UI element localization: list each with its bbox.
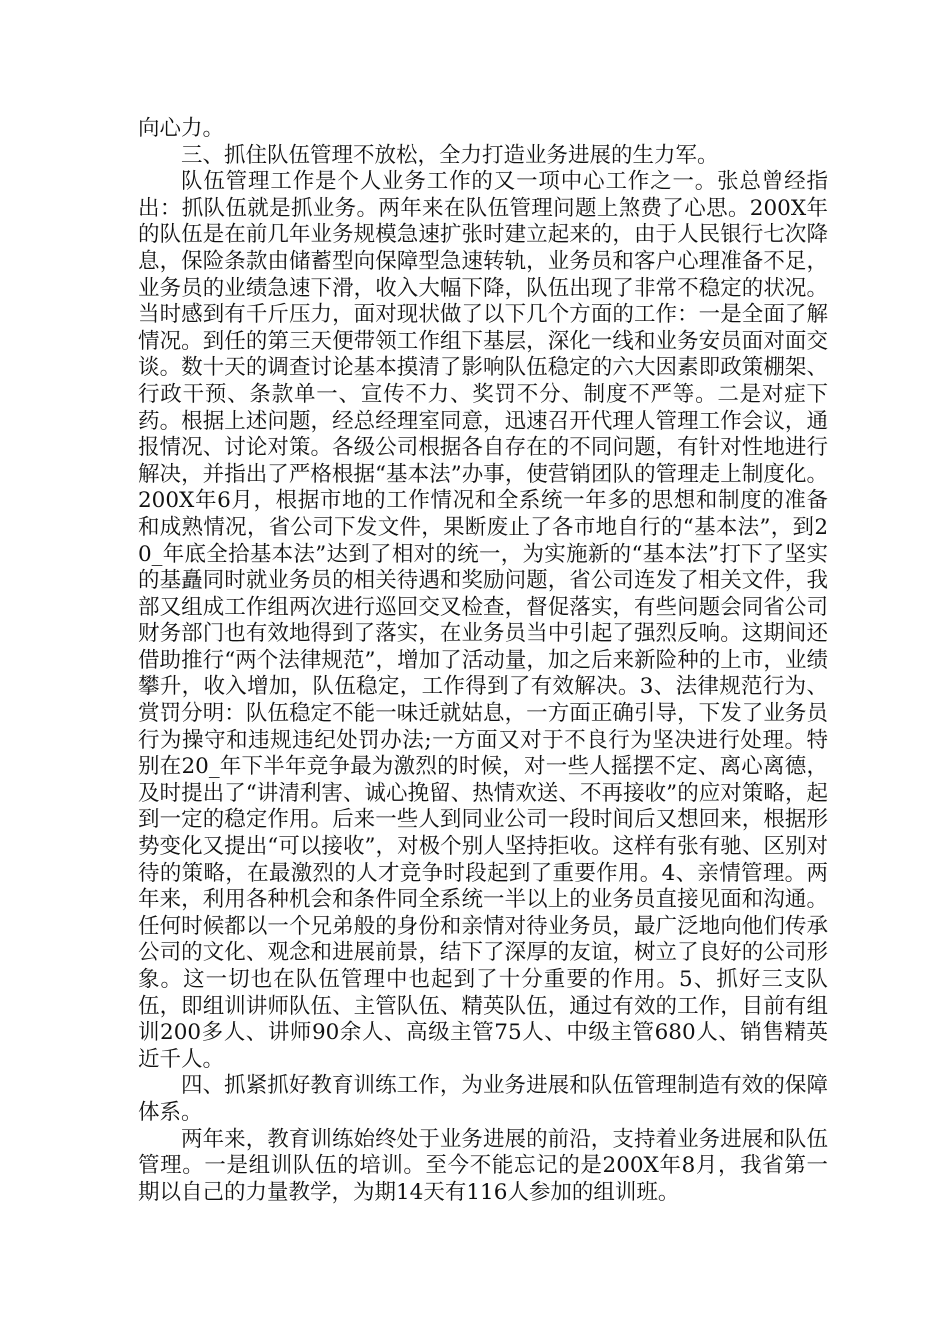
document-page [138,116,828,1206]
section-heading-3: 三、抓住队伍管理不放松，全力打造业务进展的生力军。 [181,142,719,168]
paragraph-team-management: 队伍管理工作是个人业务工作的又一项中心工作之一。张总曾经指出：抓队伍就是抓业务。两年来在队伍管理问题上煞费了心思。200X年的队伍是在前几年业务规模急速扩张时建立起来的，由于人民银行七次降息，保险条款由储蓄型向保障型急速转轨，业务员和客户心理准备不足，业务员的业绩急速下滑，收入大幅下降，队伍出现了非常不稳定的状况。当时感到有千斤压力，面对现状做了以下几个方面的工作：一是全面了解情况。到任的第三天便带领工作组下基层，深化一线和业务安员面对面交谈。数十天的调查讨论基本摸清了影响队伍稳定的六大因素即政策棚架、行政干预、条款单一、宣传不力、奖罚不分、制度不严等。二是对症下药。根据上述问题，经总经理室同意，迅速召开代理人管理工作会议，通报情况、讨论对策。各级公司根据各自存在的不同问题，有针对性地进行解决，并指出了严格根据“基本法”办事，使营销团队的管理走上制度化。200X年6月，根据市地的工作情况和全系统一年多的思想和制度的准备和成熟情况，省公司下发文件，果断废止了各市地自行的“基本法”，到20_年底全拾基本法”达到了相对的统一，为实施新的“基本法”打下了坚实的基矗同时就业务员的相关待遇和奖励问题，省公司连发了相关文件，我部又组成工作组两次进行巡回交叉检查，督促落实，有些问题会同省公司财务部门也有效地得到了落实，在业务员当中引起了强烈反响。这期间还借助推行“两个法律规范”，增加了活动量，加之后来新险种的上市，业绩攀升，收入增加，队伍稳定，工作得到了有效解决。3、法律规范行为、赏罚分明：队伍稳定不能一味迁就姑息，一方面正确引导，下发了业务员行为操守和违规违纪处罚办法;一方面又对于不良行为坚决进行处理。特别在20_年下半年竞争最为激烈的时候，对一些人摇摆不定、离心离德，及时提出了“讲清利害、诚心挽留、热情欢送、不再接收”的应对策略，起到一定的稳定作用。后来一些人到同业公司一段时间后又想回来，根据形势变化又提出“可以接收”，对极个别人坚持拒收。这样有张有驰、区别对待的策略，在最激烈的人才竞争时段起到了重要作用。4、亲情管理。两年来，利用各种机会和条件同全系统一半以上的业务员直接见面和沟通。任何时候都以一个兄弟般的身份和亲情对待业务员，最广泛地向他们传承公司的文化、观念和进展前景，结下了深厚的友谊，树立了良好的公司形象。这一切也在队伍管理中也起到了十分重要的作用。5、抓好三支队伍，即组训讲师队伍、主管队伍、精英队伍，通过有效的工作，目前有组训200多人、讲师90余人、高级主管75人、中级主管680人、销售精英近千人。 [138,169,828,1072]
paragraph-training: 两年来，教育训练始终处于业务进展的前沿，支持着业务进展和队伍管理。一是组训队伍的培训。至今不能忘记的是200X年8月，我省第一期以自己的力量教学，为期14天有116人参加的组训班。 [138,1126,828,1205]
section-heading-4: 四、抓紧抓好教育训练工作，为业务进展和队伍管理制造有效的保障体系。 [138,1073,828,1125]
paragraph-1: 向心力。 [138,116,225,141]
